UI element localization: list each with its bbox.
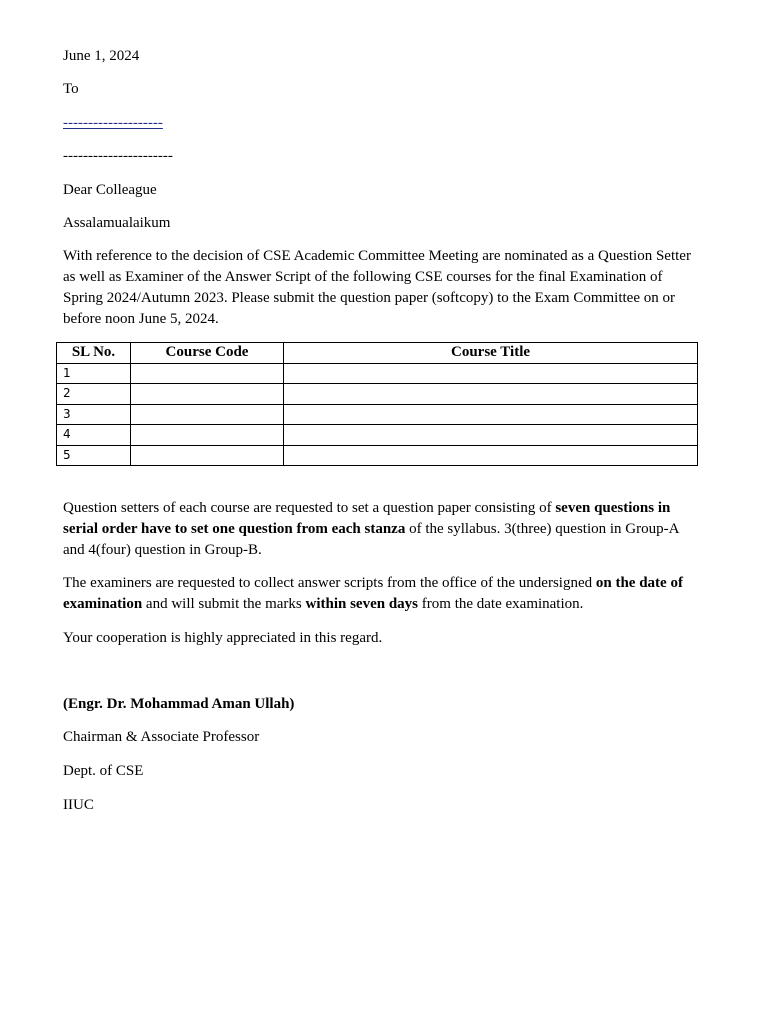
recipient-line: ---------------------- [63, 148, 173, 164]
cell-sl-no: 2 [57, 384, 131, 405]
table-row [57, 363, 698, 384]
table-row [57, 384, 698, 405]
cell-course-title [284, 384, 698, 405]
cell-course-title [284, 404, 698, 425]
cell-course-title [284, 425, 698, 446]
letter-date: June 1, 2024 [63, 48, 140, 64]
cell-course-code [131, 445, 284, 466]
courses-table [56, 342, 698, 466]
signatory-name: (Engr. Dr. Mohammad Aman Ullah) [63, 696, 295, 712]
cell-course-title [284, 445, 698, 466]
examiners-text-2: and will submit the marks [142, 596, 306, 612]
greeting: Dear Colleague [63, 182, 157, 198]
to-label: To [63, 81, 79, 97]
cell-course-title [284, 363, 698, 384]
signatory-institution: IIUC [63, 797, 94, 813]
header-course-title: Course Title [284, 343, 698, 364]
cell-sl-no: 4 [57, 425, 131, 446]
examiners-text-1: The examiners are requested to collect answer scripts from the office of the undersigned [63, 575, 596, 591]
header-sl-no: SL No. [57, 343, 131, 364]
setters-paragraph [63, 498, 703, 561]
intro-paragraph: With reference to the decision of CSE Academic Committee Meeting are nominated as a Question Setter as well as Examiner of the Answer Script of the following CSE courses for the final Examination of Spring 2024/Autumn 2023. Please submit the question paper (softcopy) to the Exam Committee on or before noon June 5, 2024. [63, 248, 691, 327]
cooperation-line: Your cooperation is highly appreciated in this regard. [63, 630, 383, 646]
signatory-dept: Dept. of CSE [63, 763, 144, 779]
table-row [57, 425, 698, 446]
cell-course-code [131, 363, 284, 384]
examiners-bold-text-1: on the date of examination [63, 575, 683, 612]
salutation: Assalamualaikum [63, 215, 171, 231]
table-header-row [57, 343, 698, 364]
cell-sl-no: 1 [57, 363, 131, 384]
cell-course-code [131, 425, 284, 446]
recipient-link[interactable]: -------------------- [63, 115, 163, 131]
examiners-text-3: from the date examination. [418, 596, 584, 612]
examiners-paragraph [63, 573, 703, 615]
setters-text-2: of the syllabus. 3(three) question in Group-A and 4(four) question in Group-B. [63, 521, 679, 558]
setters-text-1: Question setters of each course are requested to set a question paper consisting of [63, 500, 556, 516]
setters-bold-text: seven questions in serial order have to set one question from each stanza [63, 500, 671, 537]
table-row [57, 404, 698, 425]
header-course-code: Course Code [131, 343, 284, 364]
signatory-title: Chairman & Associate Professor [63, 729, 260, 745]
cell-course-code [131, 384, 284, 405]
cell-sl-no: 3 [57, 404, 131, 425]
examiners-bold-text-2: within seven days [305, 596, 419, 612]
cell-sl-no: 5 [57, 445, 131, 466]
table-row [57, 445, 698, 466]
cell-course-code [131, 404, 284, 425]
